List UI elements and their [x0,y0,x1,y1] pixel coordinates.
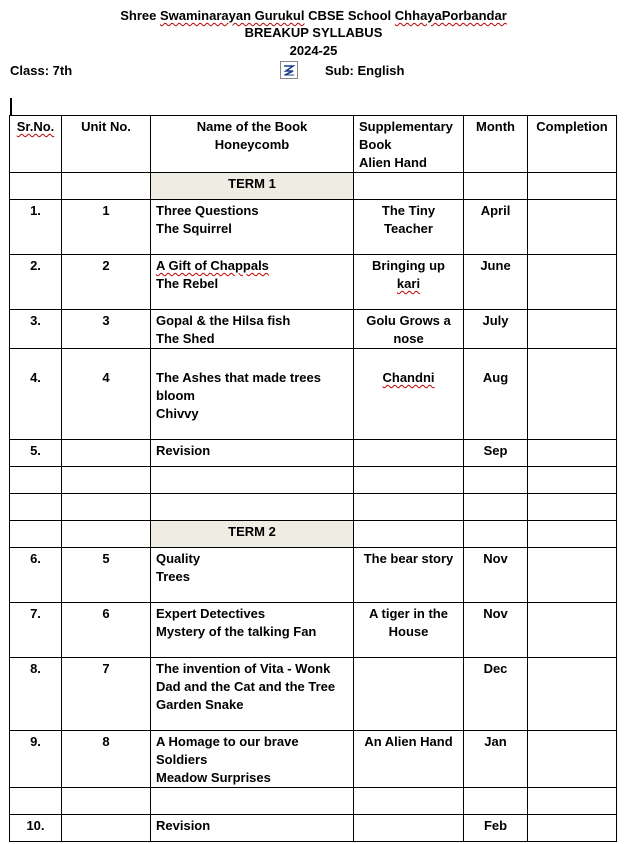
school-name-main: Swaminarayan Gurukul [159,8,305,23]
table-row: 6. 5 Quality Trees The bear story Nov [10,548,617,603]
col-header-unit: Unit No. [62,116,151,173]
school-type: CBSE School [308,8,392,23]
completion-cell [528,200,617,255]
col-header-completion: Completion [528,116,617,173]
completion-cell [528,731,617,788]
completion-cell [528,255,617,310]
table-row: 3. 3 Gopal & the Hilsa fish The Shed Golu Grows a nose July [10,310,617,349]
document-title: BREAKUP SYLLABUS [244,25,383,40]
completion-cell [528,310,617,349]
term-row [10,173,617,200]
term-2-label: TERM 2 [151,521,354,548]
table-row: 8. 7 The invention of Vita - Wonk Dad and the Cat and the Tree Garden Snake Dec [10,658,617,731]
logo-icon [280,61,298,79]
completion-cell [528,548,617,603]
empty-row [10,494,617,521]
col-header-book: Name of the Book Honeycomb [151,116,354,173]
table-header-row [10,116,617,173]
table-row: 9. 8 A Homage to our brave Soldiers Meadow Surprises An Alien Hand Jan [10,731,617,788]
term-row [10,521,617,548]
class-label: Class: 7th [10,63,73,78]
table-row: 7. 6 Expert Detectives Mystery of the talking Fan A tiger in the House Nov [10,603,617,658]
col-header-supplementary: Supplementary Book Alien Hand [354,116,464,173]
completion-cell [528,440,617,467]
table-row: 2. 2 A Gift of Chappals The Rebel Bringing up kari June [10,255,617,310]
school-prefix: Shree [120,8,157,23]
table-row: 1. 1 Three Questions The Squirrel The Tiny Teacher April [10,200,617,255]
col-header-sr: Sr.No. [10,116,62,173]
table-row: 10. Revision Feb [10,815,617,842]
col-header-month: Month [464,116,528,173]
term-1-label: TERM 1 [151,173,354,200]
text-cursor [10,98,12,115]
empty-row [10,788,617,815]
completion-cell [528,349,617,440]
completion-cell [528,658,617,731]
completion-cell [528,603,617,658]
school-name [0,8,627,24]
school-city: ChhayaPorbandar [394,8,507,23]
academic-year: 2024-25 [289,43,338,58]
table-row: 4. 4 The Ashes that made trees bloom Chivvy Chandni Aug [10,349,617,440]
table-row: 5. Revision Sep [10,440,617,467]
subject-label: Sub: English [325,63,405,78]
syllabus-table [9,115,617,842]
empty-row [10,467,617,494]
completion-cell [528,815,617,842]
